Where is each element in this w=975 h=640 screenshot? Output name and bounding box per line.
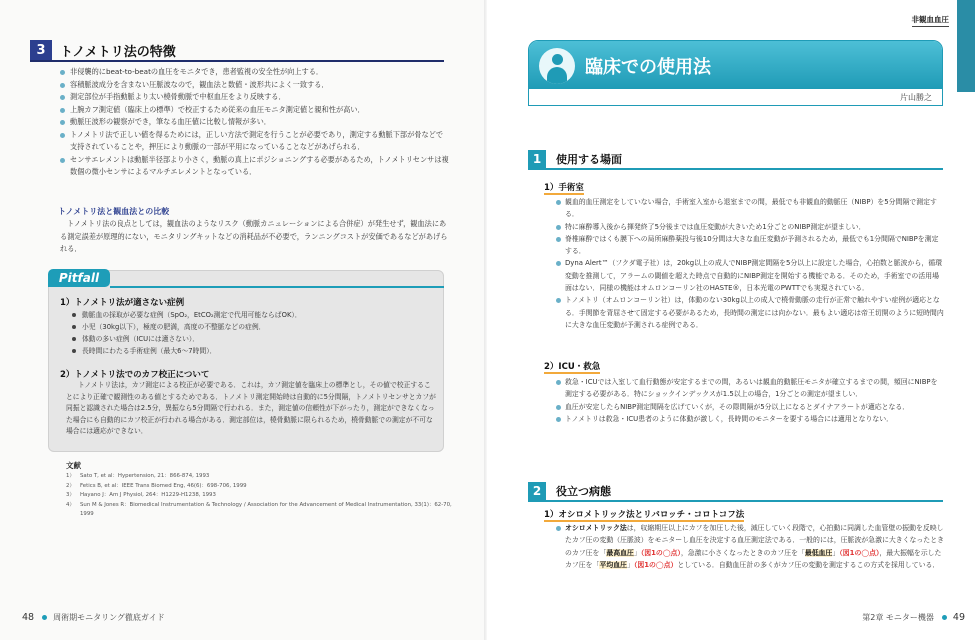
chapter-tab	[957, 0, 975, 92]
operating-room-list	[556, 196, 944, 331]
list-item: 測定部位が手指動脈より太い橈骨動脈で中枢血圧をより反映する．	[60, 91, 450, 104]
list-item: Dyna Alert™（フクダ電子社）は，20kg以上の成人でNIBP測定間隔を5分以上に設定した場合，心拍数と脈波から，循環変動を推測して，アラームの閾値を超えた時点で自動的にNIBP測定を開始する機能である．そのため，手術室での活用場面はない．同様の機能はオムロンコーリン社のHASTE®，日本光電のPWTTでも実現されている．	[556, 257, 944, 294]
features-list	[60, 66, 450, 179]
section-number: 3	[30, 40, 52, 60]
comparison-paragraph: トノメトリ法の良点としては，観血法のようなリスク（動脈カニュレーションによる合併症）が発生せず，観血法にある測定誤差が原理的にない，モニタリングキットなどの消耗品が不必要で，ランニングコストが安価であるなどがあげられる．	[60, 219, 448, 253]
references-heading: 文献	[66, 461, 81, 470]
list-item: 救急・ICUでは入室して血行動態が安定するまでの間，あるいは観血的動脈圧モニタが確立するまでの間，頻回にNIBPを測定する必要がある．特にショックインデックスが1.5以上の場合，1分ごとの測定が望ましい．	[556, 376, 944, 401]
pitfall-heading-2: 2）トノメトリ法でのカフ校正について	[60, 370, 210, 380]
list-item: トノメトリは救急・ICU患者のように体動が激しく，長時間のモニターを要する場合には適用となりない．	[556, 413, 944, 425]
references-list	[66, 472, 456, 520]
reference-item: 4） Sun M & Jones R：Biomedical Instrumentation & Technology / Association for the Advancement of Medical Instrumentation, 33(1)：62-70, 1999	[66, 501, 452, 517]
section-3-heading	[30, 40, 444, 62]
running-head: 非観血血圧	[912, 14, 950, 27]
list-item: 脊椎麻酔ではくも膜下への局所麻酔薬投与後10分間は大きな血圧変動が予測されるため，最低でも1分間隔でNIBPを測定する．	[556, 233, 944, 258]
oscillometric-list	[556, 522, 944, 571]
section-number: 2	[528, 482, 546, 501]
list-item: 小児（30kg以下），極度の肥満，高度の不整脈などの症例．	[72, 321, 432, 333]
author: 片山勝之	[900, 93, 932, 102]
right-footer	[862, 612, 965, 623]
pitfall-heading-1: 1）トノメトリ法が適さない症例	[60, 298, 185, 308]
icu-list	[556, 376, 944, 425]
subheading-operating-room: 1）手術室	[544, 183, 584, 193]
list-item: 容積脈波成分を含まない圧脈波なので，観血法と数値・波形共によく一致する．	[60, 79, 450, 92]
chapter-label: 第2章 モニター機器	[862, 613, 934, 622]
page-number: 48	[22, 612, 35, 623]
page-number: 49	[952, 612, 965, 623]
reference-item: 1） Sato T, et al：Hypertension, 21：866-874, 1993	[66, 473, 210, 479]
list-item: 非侵襲的にbeat-to-beatの血圧をモニタでき，患者監視の安全性が向上する．	[60, 66, 450, 79]
subheading-icu: 2）ICU・救急	[544, 362, 601, 372]
list-item: 体動の多い症例（ICUには適さない）．	[72, 333, 432, 345]
list-item: 動脈圧波形の観察ができ，筆なる血圧値に比較し情報が多い．	[60, 116, 450, 129]
page-title: 臨床での使用法	[585, 57, 711, 78]
list-item: 観血的血圧測定をしていない場合，手術室入室から退室までの間，最低でも非観血的動脈圧（NIBP）を5分間隔で測定する．	[556, 196, 944, 221]
comparison-heading: トノメトリ法と観血法との比較	[58, 207, 170, 216]
pitfall-list	[72, 309, 432, 357]
list-item: オシロメトリック法は，収縮期圧以上にカフを加圧した後，減圧していく段階で，心拍動に同調した血管壁の振動を反映したカフ圧の変動（圧脈波）をモニターし血圧を決定する血圧測定法である．一般的には，圧脈波が急激に大きくなったときのカフ圧を「最高血圧」（図1の◯点），急激に小さくなったときのカフ圧を「最低血圧」（図1の◯点），最大振幅を示したカフ圧を「平均血圧」（図1の◯点）としている．自動血圧計の多くがカフ圧の変動を測定するこの方式を採用している．	[556, 522, 944, 571]
footer-dot-icon	[42, 615, 47, 620]
footer-dot-icon	[942, 615, 947, 620]
list-item: 長時間にわたる手術症例（最大6〜7時間）．	[72, 345, 432, 357]
section-title: トノメトリ法の特徴	[60, 44, 176, 60]
section-1-heading	[528, 150, 943, 170]
left-footer	[22, 612, 165, 623]
pitfall-rule	[110, 286, 444, 288]
book-title: 周術期モニタリング徹底ガイド	[53, 613, 165, 622]
pitfall-tag: Pitfall	[48, 269, 110, 287]
pitfall-paragraph: トノメトリ法は，カフ測定による校正が必要である．これは，カフ測定値を臨床上の標準とし，その値で校正することにより正確で観測性のある値とするためである．トノメトリ測定開始時は自動的に5分間隔，トノメトリセンサとカフが同振と認識された場合は2.5分，異振なら5分間隔で行われる．また，測定値の信頼性が下がったり，測定ができなくなった場合にも自動的にカフ校正が行われる場合がある．測定部位は，橈骨動脈に限られるため，橈骨動脈での測定が不可な場合には適応ができない．	[66, 381, 436, 435]
chapter-title-box	[528, 40, 943, 106]
reference-item: 3） Hayano J：Am J Physiol, 264：H1229-H1238, 1993	[66, 492, 216, 498]
list-item: 動脈血の採取が必要な症例（SpO₂，EtCO₂測定で代用可能ならばOK）．	[72, 309, 432, 321]
list-item: トノメトリ（オムロンコーリン社）は，体動のない30kg以上の成人で橈骨動脈の走行が正常で触れやすい症例が適応となる．手関節を背屈させて固定する必要があるため，長時間の測定には向かない．最もよい適応は帝王切開のように短時間内に大きな血圧変動が予測される症例である．	[556, 294, 944, 331]
section-2-heading	[528, 482, 943, 502]
person-icon	[539, 48, 575, 84]
list-item: 血圧が安定したらNIBP測定間隔を広げていくが，その際間隔が5分以上になるとダイナアラートが適応となる．	[556, 401, 944, 413]
list-item: センサエレメントは動脈半径部より小さく，動脈の真上にポジショニングする必要があるため，トノメトリセンサは複数個の微小センサによるマルチエレメントとなっている．	[60, 154, 450, 179]
list-item: 上腕カフ測定値（臨床上の標準）で校正するため従来の血圧モニタ測定値と親和性が高い．	[60, 104, 450, 117]
list-item: トノメトリ法で正しい値を得るためには，正しい方法で測定を行うことが必要であり，測定する動脈下部が骨などで支持されていることや，押圧により動脈の一部が平用になっていることなどがあげられる．	[60, 129, 450, 154]
reference-item: 2） Fetics B, et al：IEEE Trans Biomed Eng, 46(6)：698-706, 1999	[66, 482, 247, 489]
list-item: 特に麻酔導入後から揮発終了5分後までは血圧変動が大きいため1分ごとのNIBP測定が望ましい．	[556, 221, 944, 233]
section-number: 1	[528, 150, 546, 169]
section-title: 使用する場面	[556, 153, 622, 166]
subheading-oscillometric: 1）オシロメトリック法とリバロッチ・コロトコフ法	[544, 510, 745, 520]
left-page	[0, 0, 487, 640]
section-title: 役立つ病態	[556, 485, 611, 498]
